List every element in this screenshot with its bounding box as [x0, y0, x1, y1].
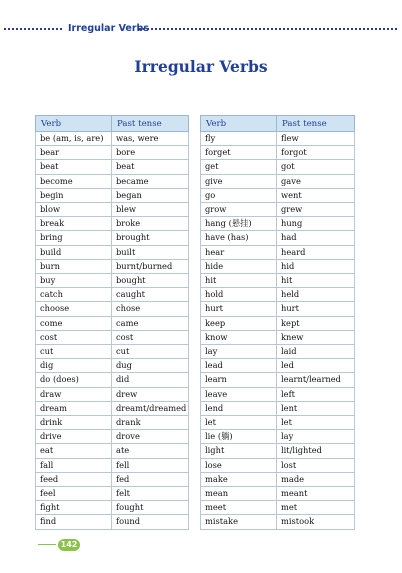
past-tense-cell: met	[277, 501, 355, 515]
past-tense-cell: cost	[112, 330, 189, 344]
past-tense-cell: began	[112, 188, 189, 202]
table-row	[36, 472, 189, 486]
past-tense-cell: dug	[112, 359, 189, 373]
past-tense-cell: broke	[112, 217, 189, 231]
past-tense-cell: learnt/learned	[277, 373, 355, 387]
past-tense-cell: fought	[112, 501, 189, 515]
past-tense-cell: became	[112, 174, 189, 188]
past-tense-cell: hid	[277, 259, 355, 273]
irregular-verbs-table-right	[200, 115, 355, 530]
verb-cell: get	[201, 160, 277, 174]
table-row	[36, 345, 189, 359]
past-tense-cell: made	[277, 472, 355, 486]
past-tense-cell: did	[112, 373, 189, 387]
past-tense-cell: meant	[277, 487, 355, 501]
verb-cell: mistake	[201, 515, 277, 529]
table-row	[36, 316, 189, 330]
verb-cell: eat	[36, 444, 112, 458]
column-header-past-tense: Past tense	[277, 116, 355, 132]
past-tense-cell: gave	[277, 174, 355, 188]
table-body-right	[201, 132, 355, 530]
table-row	[36, 487, 189, 501]
verb-cell: dig	[36, 359, 112, 373]
past-tense-cell: felt	[112, 487, 189, 501]
past-tense-cell: chose	[112, 302, 189, 316]
past-tense-cell: held	[277, 288, 355, 302]
past-tense-cell: bore	[112, 146, 189, 160]
verb-cell: grow	[201, 203, 277, 217]
verb-cell: do (does)	[36, 373, 112, 387]
header-dots-left	[4, 28, 62, 30]
verb-cell: feel	[36, 487, 112, 501]
past-tense-cell: lit/lighted	[277, 444, 355, 458]
past-tense-cell: brought	[112, 231, 189, 245]
past-tense-cell: hurt	[277, 302, 355, 316]
verb-cell: lay	[201, 345, 277, 359]
table-row	[201, 288, 355, 302]
verb-cell: keep	[201, 316, 277, 330]
past-tense-cell: was, were	[112, 132, 189, 146]
past-tense-cell: came	[112, 316, 189, 330]
verb-cell: lead	[201, 359, 277, 373]
table-row	[201, 203, 355, 217]
past-tense-cell: drew	[112, 387, 189, 401]
table-row	[36, 174, 189, 188]
verb-cell: leave	[201, 387, 277, 401]
table-row	[201, 345, 355, 359]
past-tense-cell: built	[112, 245, 189, 259]
verb-cell: know	[201, 330, 277, 344]
verb-cell: cut	[36, 345, 112, 359]
past-tense-cell: dreamt/dreamed	[112, 401, 189, 415]
verb-cell: beat	[36, 160, 112, 174]
table-row	[36, 132, 189, 146]
verb-cell: lie (躺)	[201, 430, 277, 444]
verb-cell: drive	[36, 430, 112, 444]
verb-cell: feed	[36, 472, 112, 486]
table-header-row	[36, 116, 189, 132]
past-tense-cell: caught	[112, 288, 189, 302]
table-row	[36, 416, 189, 430]
verb-cell: fight	[36, 501, 112, 515]
column-header-verb: Verb	[36, 116, 112, 132]
past-tense-cell: kept	[277, 316, 355, 330]
verb-cell: be (am, is, are)	[36, 132, 112, 146]
verb-cell: catch	[36, 288, 112, 302]
running-header-title: Irregular Verbs	[68, 23, 149, 34]
table-row	[201, 487, 355, 501]
verb-cell: draw	[36, 387, 112, 401]
verb-cell: bear	[36, 146, 112, 160]
table-row	[201, 259, 355, 273]
table-row	[201, 217, 355, 231]
verb-cell: give	[201, 174, 277, 188]
table-row	[36, 458, 189, 472]
past-tense-cell: drove	[112, 430, 189, 444]
table-row	[201, 174, 355, 188]
header-dots-right	[139, 28, 397, 30]
past-tense-cell: hung	[277, 217, 355, 231]
verb-cell: bring	[36, 231, 112, 245]
table-row	[201, 188, 355, 202]
past-tense-cell: hit	[277, 274, 355, 288]
table-row	[201, 515, 355, 529]
table-row	[201, 302, 355, 316]
past-tense-cell: flew	[277, 132, 355, 146]
table-row	[36, 203, 189, 217]
running-header	[0, 22, 402, 36]
table-row	[36, 160, 189, 174]
verb-cell: make	[201, 472, 277, 486]
verb-cell: let	[201, 416, 277, 430]
verb-cell: go	[201, 188, 277, 202]
past-tense-cell: mistook	[277, 515, 355, 529]
table-row	[201, 373, 355, 387]
table-row	[36, 430, 189, 444]
verb-cell: break	[36, 217, 112, 231]
table-row	[201, 316, 355, 330]
verb-cell: lend	[201, 401, 277, 415]
verb-cell: learn	[201, 373, 277, 387]
table-row	[36, 146, 189, 160]
verb-cell: hang (悬挂)	[201, 217, 277, 231]
verb-cell: choose	[36, 302, 112, 316]
past-tense-cell: let	[277, 416, 355, 430]
table-row	[201, 245, 355, 259]
verb-cell: become	[36, 174, 112, 188]
verb-cell: come	[36, 316, 112, 330]
past-tense-cell: grew	[277, 203, 355, 217]
verb-cell: light	[201, 444, 277, 458]
table-row	[201, 146, 355, 160]
past-tense-cell: knew	[277, 330, 355, 344]
table-row	[36, 359, 189, 373]
verb-cell: lose	[201, 458, 277, 472]
table-row	[36, 259, 189, 273]
verb-cell: mean	[201, 487, 277, 501]
past-tense-cell: blew	[112, 203, 189, 217]
past-tense-cell: drank	[112, 416, 189, 430]
verb-cell: drink	[36, 416, 112, 430]
table-row	[201, 444, 355, 458]
verb-cell: hit	[201, 274, 277, 288]
past-tense-cell: led	[277, 359, 355, 373]
verb-cell: begin	[36, 188, 112, 202]
table-row	[201, 416, 355, 430]
table-row	[36, 373, 189, 387]
column-header-verb: Verb	[201, 116, 277, 132]
verb-cell: meet	[201, 501, 277, 515]
past-tense-cell: burnt/burned	[112, 259, 189, 273]
table-row	[201, 458, 355, 472]
table-row	[36, 444, 189, 458]
table-row	[201, 401, 355, 415]
past-tense-cell: lay	[277, 430, 355, 444]
table-row	[201, 430, 355, 444]
table-row	[36, 401, 189, 415]
verb-cell: find	[36, 515, 112, 529]
past-tense-cell: left	[277, 387, 355, 401]
past-tense-cell: forgot	[277, 146, 355, 160]
verb-cell: dream	[36, 401, 112, 415]
table-row	[36, 245, 189, 259]
table-row	[36, 501, 189, 515]
table-row	[201, 231, 355, 245]
verb-cell: forget	[201, 146, 277, 160]
past-tense-cell: cut	[112, 345, 189, 359]
table-row	[201, 501, 355, 515]
past-tense-cell: ate	[112, 444, 189, 458]
table-row	[201, 387, 355, 401]
verb-cell: burn	[36, 259, 112, 273]
past-tense-cell: lent	[277, 401, 355, 415]
verb-cell: build	[36, 245, 112, 259]
verb-cell: have (has)	[201, 231, 277, 245]
table-row	[201, 359, 355, 373]
table-row	[201, 160, 355, 174]
table-row	[36, 274, 189, 288]
column-header-past-tense: Past tense	[112, 116, 189, 132]
past-tense-cell: found	[112, 515, 189, 529]
table-row	[36, 302, 189, 316]
past-tense-cell: heard	[277, 245, 355, 259]
table-row	[201, 132, 355, 146]
past-tense-cell: lost	[277, 458, 355, 472]
table-row	[36, 288, 189, 302]
page-number-badge: 142	[58, 539, 80, 551]
past-tense-cell: went	[277, 188, 355, 202]
past-tense-cell: had	[277, 231, 355, 245]
past-tense-cell: bought	[112, 274, 189, 288]
past-tense-cell: laid	[277, 345, 355, 359]
table-body-left	[36, 132, 189, 530]
verb-cell: hold	[201, 288, 277, 302]
verb-cell: fall	[36, 458, 112, 472]
table-row	[36, 515, 189, 529]
table-row	[36, 188, 189, 202]
verb-cell: buy	[36, 274, 112, 288]
past-tense-cell: fed	[112, 472, 189, 486]
table-row	[36, 387, 189, 401]
verb-cell: hurt	[201, 302, 277, 316]
past-tense-cell: fell	[112, 458, 189, 472]
table-row	[201, 330, 355, 344]
table-row	[201, 472, 355, 486]
table-row	[36, 217, 189, 231]
table-row	[36, 330, 189, 344]
verb-cell: cost	[36, 330, 112, 344]
verb-cell: hear	[201, 245, 277, 259]
verb-cell: fly	[201, 132, 277, 146]
verb-cell: blow	[36, 203, 112, 217]
table-row	[36, 231, 189, 245]
table-row	[201, 274, 355, 288]
table-header-row	[201, 116, 355, 132]
verb-cell: hide	[201, 259, 277, 273]
page-title: Irregular Verbs	[134, 57, 268, 76]
past-tense-cell: got	[277, 160, 355, 174]
past-tense-cell: beat	[112, 160, 189, 174]
irregular-verbs-table-left	[35, 115, 189, 530]
